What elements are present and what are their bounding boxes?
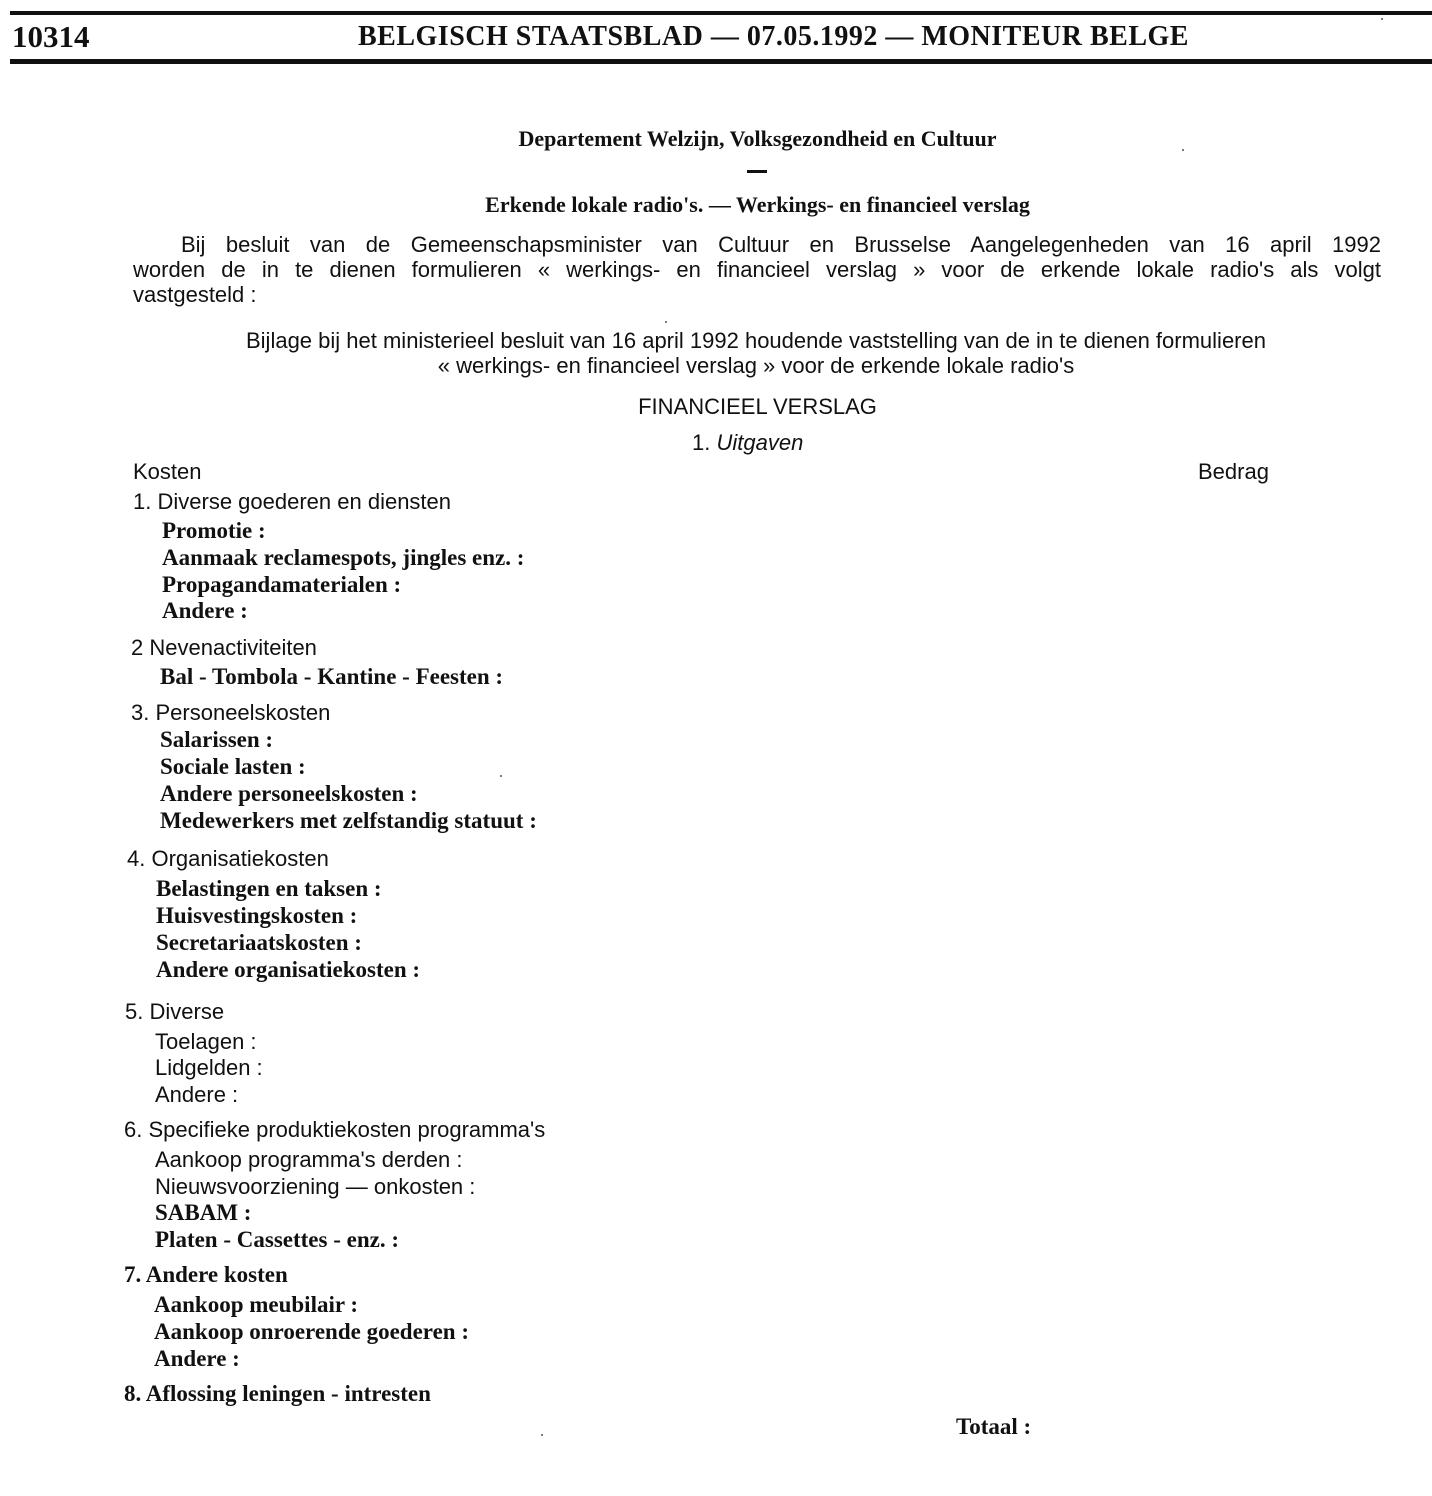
category-7-item-2: Aankoop onroerende goederen : [154, 1319, 469, 1344]
category-7-title: Andere kosten [145, 1262, 288, 1287]
category-5-item-2: Lidgelden : [155, 1055, 263, 1080]
column-header-costs: Kosten [133, 459, 202, 484]
category-6-heading [124, 1117, 545, 1143]
section-number: 1. [692, 430, 711, 455]
title-separator [747, 170, 767, 173]
intro-paragraph [133, 232, 1381, 307]
category-2-heading [131, 635, 317, 661]
intro-line-1: Bij besluit van de Gemeenschapsminister van Cultuur en Brusselse Aangelegenheden van 16 april 1992 [181, 232, 1381, 257]
category-7-number: 7. [124, 1262, 142, 1287]
annex-heading [0, 328, 1432, 378]
category-3-item-4: Medewerkers met zelfstandig statuut : [160, 808, 537, 833]
scan-speck [500, 775, 502, 777]
category-1-item-2: Aanmaak reclamespots, jingles enz. : [162, 545, 525, 570]
header-rule-bottom [10, 59, 1432, 64]
category-2-number: 2 [131, 635, 144, 660]
annex-line-2: « werkings- en financieel verslag » voor de erkende lokale radio's [437, 353, 1075, 378]
category-3-heading [131, 700, 330, 726]
scan-speck [665, 321, 667, 323]
category-1-item-1: Promotie : [162, 518, 266, 543]
category-4-item-3: Secretariaatskosten : [156, 930, 362, 955]
intro-line-2: worden de in te dienen formulieren « werkings- en financieel verslag » voor de erkende lokale radio's als volgt [133, 257, 1381, 282]
intro-line-3: vastgesteld : [133, 282, 257, 307]
category-3-item-3: Andere personeelskosten : [160, 781, 418, 806]
page-number: 10314 [12, 19, 90, 54]
category-4-number: 4. [127, 846, 146, 871]
header-rule-top [10, 11, 1432, 15]
category-7-item-1: Aankoop meubilair : [154, 1292, 359, 1317]
category-5-item-1: Toelagen : [155, 1029, 257, 1054]
category-6-item-1: Aankoop programma's derden : [155, 1147, 463, 1172]
category-4-item-1: Belastingen en taksen : [156, 876, 382, 901]
category-7-heading [124, 1262, 288, 1288]
section-title [692, 430, 803, 456]
category-5-item-3: Andere : [155, 1082, 239, 1107]
scan-speck [541, 1434, 543, 1436]
category-6-item-3: SABAM : [155, 1200, 252, 1225]
category-1-item-4: Andere : [162, 598, 248, 623]
scan-speck [1182, 149, 1184, 151]
category-1-title: Diverse goederen en diensten [157, 489, 452, 514]
category-6-item-2: Nieuwsvoorziening — onkosten : [155, 1174, 476, 1199]
category-4-item-4: Andere organisatiekosten : [156, 957, 421, 982]
scan-speck [1381, 18, 1383, 20]
column-header-amount: Bedrag [1198, 459, 1269, 484]
category-5-title: Diverse [149, 999, 225, 1024]
category-4-heading [127, 846, 329, 872]
category-5-number: 5. [125, 999, 144, 1024]
total-label: Totaal : [956, 1414, 1032, 1439]
category-2-item-1: Bal - Tombola - Kantine - Feesten : [160, 664, 504, 689]
category-4-item-2: Huisvestingskosten : [156, 903, 358, 928]
category-8-heading [124, 1381, 431, 1407]
category-8-number: 8. [124, 1381, 142, 1406]
masthead-title: BELGISCH STAATSBLAD — 07.05.1992 — MONITEUR BELGE [358, 21, 1189, 52]
category-6-title: Specifieke produktiekosten programma's [148, 1117, 546, 1142]
category-7-item-3: Andere : [154, 1346, 240, 1371]
category-1-item-3: Propagandamaterialen : [162, 572, 402, 597]
category-6-number: 6. [124, 1117, 143, 1142]
annex-line-1: Bijlage bij het ministerieel besluit van 16 april 1992 houdende vaststelling van de in te dienen formulieren [246, 328, 1266, 353]
category-1-heading [133, 489, 451, 515]
section-name: Uitgaven [716, 430, 804, 455]
category-3-title: Personeelskosten [155, 700, 331, 725]
report-title: FINANCIEEL VERSLAG [638, 394, 877, 419]
category-5-heading [125, 999, 224, 1025]
category-4-title: Organisatiekosten [151, 846, 329, 871]
category-2-title: Nevenactiviteiten [149, 635, 317, 660]
category-6-item-4: Platen - Cassettes - enz. : [155, 1227, 399, 1252]
department-title: Departement Welzijn, Volksgezondheid en Cultuur [518, 126, 997, 151]
category-3-number: 3. [131, 700, 150, 725]
category-3-item-1: Salarissen : [160, 727, 274, 752]
category-1-number: 1. [133, 489, 152, 514]
category-3-item-2: Sociale lasten : [160, 754, 306, 779]
category-8-title: Aflossing leningen - intresten [145, 1381, 431, 1406]
subject-title: Erkende lokale radio's. — Werkings- en financieel verslag [485, 192, 1030, 217]
